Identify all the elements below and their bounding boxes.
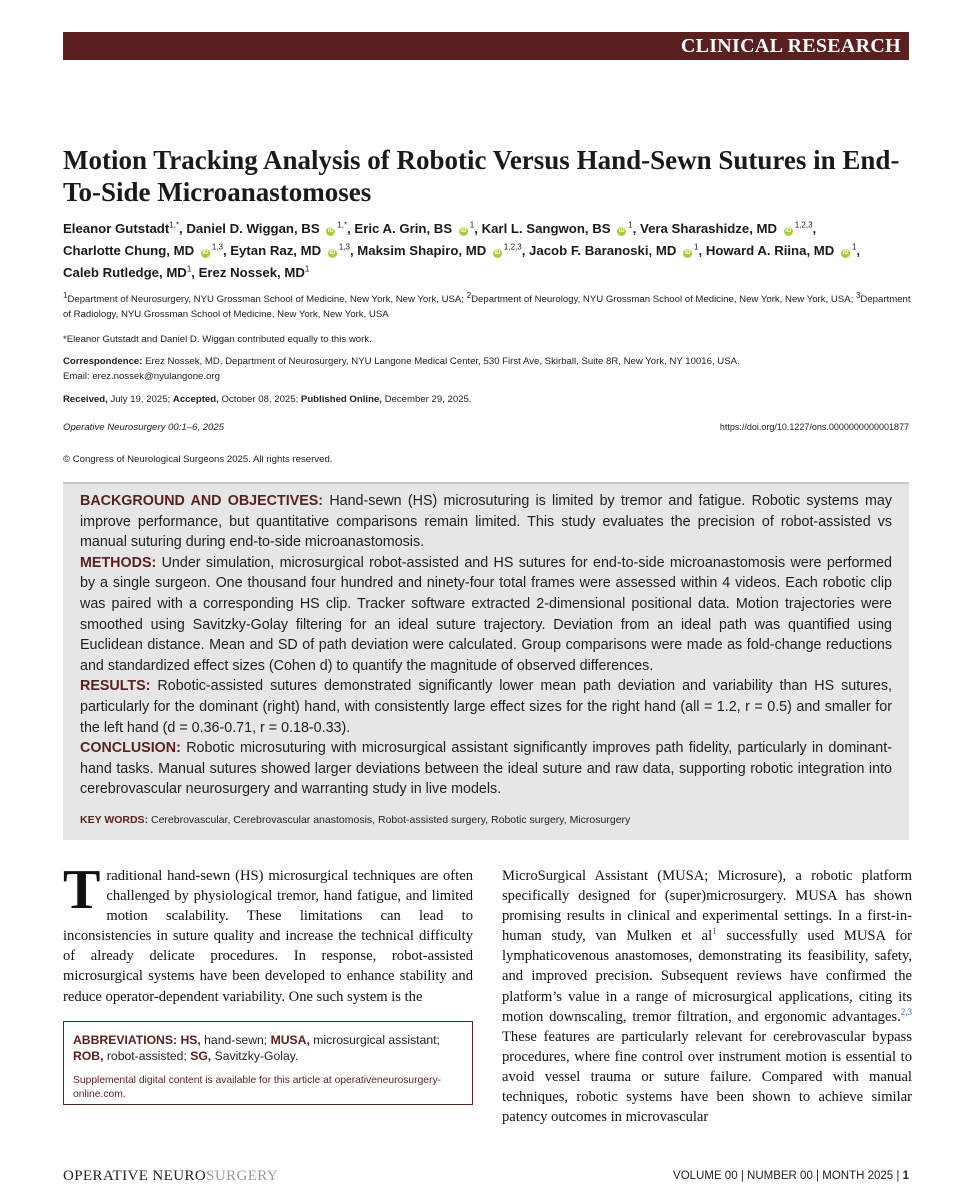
correspondence-email[interactable]: Email: erez.nossek@nyulangone.org — [63, 371, 220, 382]
footer-journal-name: OPERATIVE NEUROSURGERY — [63, 1168, 279, 1184]
orcid-icon[interactable]: iD — [618, 228, 625, 234]
footer-issue-info: VOLUME 00 | NUMBER 00 | MONTH 2025 | 1 — [673, 1170, 909, 1182]
orcid-icon[interactable]: iD — [684, 250, 691, 256]
section-banner: CLINICAL RESEARCH — [63, 32, 909, 60]
body-column-right — [502, 866, 912, 1127]
drop-cap: T — [63, 859, 101, 921]
body-paragraph: Traditional hand-sewn (HS) microsurgical techniques are often challenged by physiological tremor, hand fatigue, and limited motion scalability. These limitations can lead to inconsistencies in suture quality and increase the technical difficulty of already delicate procedures. In response, robot-assisted microsurgical systems have been developed to enhance stability and reduce operator-dependent variability. One such system is the — [63, 859, 473, 1005]
abstract-background: BACKGROUND AND OBJECTIVES: Hand-sewn (HS) microsuturing is limited by tremor and fatigue. Robotic systems may improve performance, but quantitative comparisons remain limited. This study evaluates the precision of robot-assisted vs manual suturing during end-to-side microanastomosis. — [80, 493, 892, 551]
orcid-icon[interactable]: iD — [842, 250, 849, 256]
page-number: 1 — [902, 1170, 909, 1182]
author: Maksim Shapiro, MD iD$^{1,2,3}$ — [357, 242, 522, 258]
abstract-methods: METHODS: Under simulation, microsurgical robot-assisted and HS sutures for end-to-side microanastomosis were performed by a single surgeon. One thousand four hundred and ninety-four total frames were assessed within 4 videos. Each robotic clip was paired with a corresponding HS clip. Tracker software extracted 2-dimensional positional data. Motion trajectories were smoothed using Savitzky-Golay filtering for an ideal suture trajectory. Deviation from an ideal path was quantified using Euclidean distance. Mean and SD of path deviation were calculated. Group comparisons were made as fold-change reductions and standardized effect sizes (Cohen d) to quantify the magnitude of observed differences. — [80, 554, 892, 674]
author: Eytan Raz, MD iD$^{1,3}$ — [230, 242, 350, 258]
reference-link[interactable]: 1 — [712, 926, 717, 937]
keywords: KEY WORDS: Cerebrovascular, Cerebrovascular anastomosis, Robot-assisted surgery, Robotic surgery, Microsurgery — [80, 813, 631, 826]
orcid-icon[interactable]: iD — [494, 250, 501, 256]
author: Daniel D. Wiggan, BS $iD^{1,*}$ — [186, 220, 348, 236]
author: Eric A. Grin, BS $iD^1$ — [354, 220, 475, 236]
author: Erez Nossek, $MD^1$ — [198, 264, 310, 280]
author: Vera Sharashidze, MD iD$^{1,2,3}$ — [640, 220, 813, 236]
orcid-icon[interactable]: iD — [460, 228, 467, 234]
author: Charlotte Chung, MD iD$^{1,3}$ — [63, 242, 223, 258]
equal-contribution-note: *Eleanor Gutstadt and Daniel D. Wiggan contributed equally to this work. — [63, 334, 372, 345]
orcid-icon[interactable]: iD — [202, 250, 209, 256]
author: Eleanor Gutstadt$^{1,*}$ — [63, 220, 180, 236]
correspondence: Correspondence: Erez Nossek, MD, Department of Neurosurgery, NYU Langone Medical Center, 530 First Ave, Skirball, Suite 8R, New York, NY 10016, USA. Email: erez.nossek@nyulangone.org — [63, 356, 740, 382]
doi-link[interactable]: https://doi.org/10.1227/ons.0000000000001877 — [719, 422, 909, 432]
author-list: Eleanor Gutstadt$^{1,*}$, Daniel D. Wiggan, BS $iD^{1,*}$, Eric A. Grin, BS $iD^1$, Karl L. Sangwon, BS $iD^1$, Vera Sharashidze, MD iD$^{1,2,3}$, Charlotte Chung, MD iD$^{1,3}$, Eytan Raz, MD iD$^{1,3}$, Maksim Shapiro, MD iD$^{1,2,3}$, Jacob F. Baranoski, MD $iD^1$, Howard A. Riina, MD $iD^1$, Caleb Rutledge, $MD^1$, Erez Nossek, $MD^1$ — [63, 220, 861, 280]
body-paragraph: MicroSurgical Assistant (MUSA; Microsure), a robotic platform specifically designed for (super)microsurgery. MUSA has shown promising results in clinical and experimental settings. In a first-in-human study, van Mulken et $al^1$ successfully used MUSA for lymphaticovenous anastomoses, demonstrating its feasibility, safety, and improved precision. Subsequent reviews have confirmed the platform’s value in a range of microsurgical applications, citing its motion downscaling, tremor filtration, and ergonomic advantages.$^{2,3}$ These features are particularly relevant for cerebrovascular bypass procedures, where fine control over instrument motion is essential to avoid vessel trauma or suture failure. Compared with manual techniques, robotic systems have been shown to achieve similar patency outcomes in microvascular — [502, 868, 912, 1126]
copyright-notice: © Congress of Neurological Surgeons 2025. All rights reserved. — [63, 454, 333, 465]
abbreviations-list: ABBREVIATIONS: HS, hand-sewn; MUSA, microsurgical assistant; ROB, robot-assisted; SG, Savitzky-Golay. — [73, 1033, 440, 1064]
author: Karl L. Sangwon, BS $iD^1$ — [481, 220, 633, 236]
article-dates: Received, July 19, 2025; Accepted, October 08, 2025; Published Online, December 29, 2025. — [63, 394, 472, 405]
reference-link[interactable]: 2,3 — [900, 1006, 912, 1017]
affiliations: $^1$Department of Neurosurgery, NYU Grossman School of Medicine, New York, New York, USA; $^2$Department of Neurology, NYU Grossman School of Medicine, New York, New York, USA; $^3$Department of Radiology, NYU Grossman School of Medicine, New York, New York, USA — [63, 290, 911, 320]
abstract-box — [63, 482, 909, 840]
abbreviations-box — [63, 1021, 473, 1105]
body-column-left — [63, 859, 473, 1007]
author: Caleb Rutledge, $MD^1$ — [63, 264, 192, 280]
author: Howard A. Riina, MD $iD^1$ — [705, 242, 857, 258]
abstract-results: RESULTS: Robotic-assisted sutures demonstrated significantly lower mean path deviation and variability than HS sutures, particularly for the dominant (right) hand, with consistently large effect sizes for the right hand (all = 1.2, r = 0.5) and smaller for the left hand (d = 0.36-0.71, r = 0.18-0.33). — [80, 678, 892, 736]
abstract-conclusion: CONCLUSION: Robotic microsuturing with microsurgical assistant significantly improves path fidelity, particularly in dominant-hand tasks. Manual sutures showed larger deviations between the ideal suture and raw data, supporting robotic integration into cerebrovascular neurosurgery and warranting study in live models. — [80, 740, 892, 798]
orcid-icon[interactable]: iD — [329, 250, 336, 256]
supplemental-content-note[interactable]: Supplemental digital content is available for this article at operativeneurosurgery-online.com. — [73, 1075, 442, 1101]
orcid-icon[interactable]: iD — [327, 228, 334, 234]
author: Jacob F. Baranoski, MD $iD^1$ — [529, 242, 699, 258]
journal-citation: Operative Neurosurgery 00:1–6, 2025 — [63, 422, 225, 433]
orcid-icon[interactable]: iD — [785, 228, 792, 234]
article-title: Motion Tracking Analysis of Robotic Versus Hand-Sewn Sutures in End-To-Side Microanastomoses — [63, 145, 900, 207]
